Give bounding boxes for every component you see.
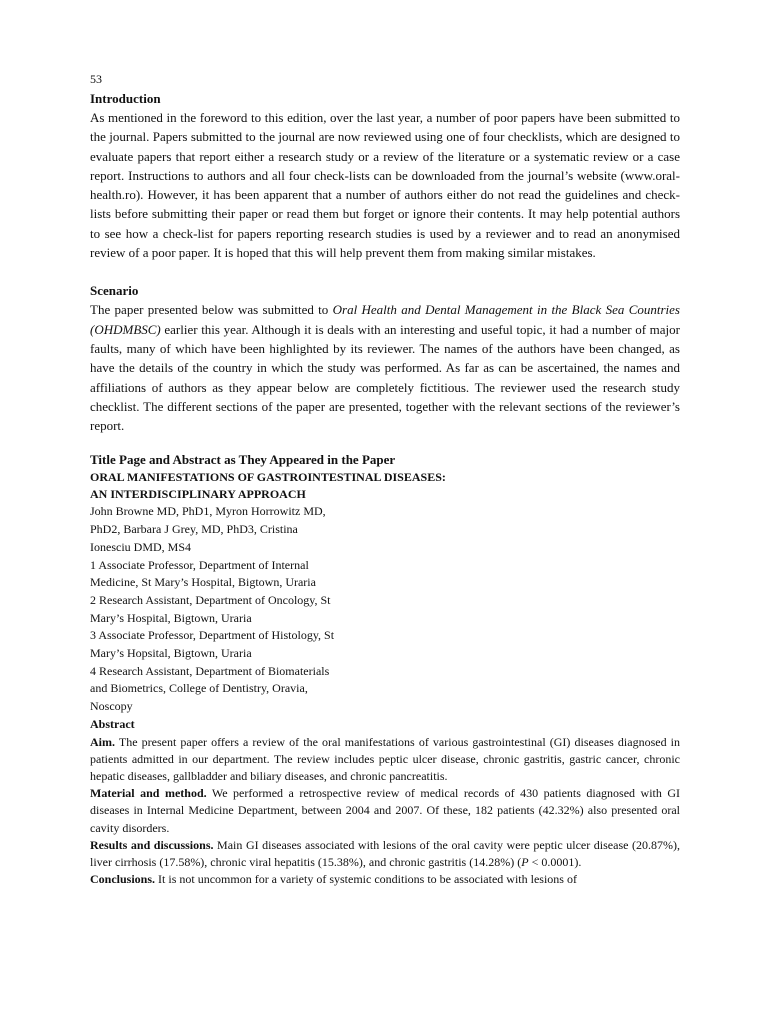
author-line: PhD2, Barbara J Grey, MD, PhD3, Cristina xyxy=(90,522,298,537)
p-value-symbol: P xyxy=(521,855,529,870)
affiliation-line: 3 Associate Professor, Department of Histology, St xyxy=(90,628,335,643)
aim-text: The present paper offers a review of the oral manifestations of various gastrointestinal (GI) diseases diagnosed in patients admitted in our department. The review includes peptic ulcer disease, chronic gastritis, gastric cancer, chronic hepatic diseases, gallbladder and biliary diseases, and chronic pancreatitis. xyxy=(90,734,680,783)
aim-label: Aim. xyxy=(90,734,115,749)
scenario-text-after: earlier this year. Although it is deals with an interesting and useful topic, it had a number of major faults, many of which have been highlighted by its reviewer. The names of the authors have been changed, as have the details of the country in which the study was performed. As far as can be ascertained, the names and affiliations of authors as they appear below are completely fictitious. The reviewer used the research study checklist. The different sections of the paper are presented, together with the relevant sections of the reviewer’s report. xyxy=(90,321,680,434)
affiliation-line: Medicine, St Mary’s Hospital, Bigtown, Uraria xyxy=(90,575,316,590)
abstract-section xyxy=(90,716,680,889)
journal-name: Oral Health and Dental Management in the Black Sea Countries (OHDMBSC) xyxy=(90,302,680,337)
affiliation-line: Mary’s Hospital, Bigtown, Uraria xyxy=(90,610,252,625)
scenario-heading: Scenario xyxy=(90,283,139,299)
results-text-after: < 0.0001). xyxy=(528,855,582,870)
affiliation-line: 4 Research Assistant, Department of Biomaterials xyxy=(90,663,330,678)
author-line: Ionesciu DMD, MS4 xyxy=(90,539,191,554)
title-page-heading: Title Page and Abstract as They Appeared in the Paper xyxy=(90,452,396,468)
section-spacer xyxy=(90,435,680,451)
abstract-conclusions xyxy=(90,871,680,888)
scenario-text-before: The paper presented below was submitted to xyxy=(90,302,333,318)
abstract-aim xyxy=(90,734,680,786)
paper-title-line: AN INTERDISCIPLINARY APPROACH xyxy=(90,487,306,502)
scenario-paragraph xyxy=(90,300,680,435)
paper-title-line: ORAL MANIFESTATIONS OF GASTROINTESTINAL DISEASES: xyxy=(90,470,446,485)
results-label: Results and discussions. xyxy=(90,837,214,852)
scenario-section xyxy=(90,281,680,435)
conclusions-label: Conclusions. xyxy=(90,872,156,887)
author-line: John Browne MD, PhD1, Myron Horrowitz MD, xyxy=(90,504,326,519)
abstract-method xyxy=(90,785,680,837)
introduction-section xyxy=(90,89,680,262)
affiliation-line: Mary’s Hopsital, Bigtown, Uraria xyxy=(90,646,252,661)
affiliation-line: 2 Research Assistant, Department of Oncology, St xyxy=(90,592,331,607)
document-page xyxy=(90,71,680,888)
affiliation-line: 1 Associate Professor, Department of Internal xyxy=(90,557,309,572)
conclusions-text: It is not uncommon for a variety of systemic conditions to be associated with lesions of xyxy=(155,872,577,887)
author-block xyxy=(90,503,680,715)
abstract-results xyxy=(90,837,680,871)
title-page-section xyxy=(90,451,680,715)
abstract-heading: Abstract xyxy=(90,716,135,731)
method-text: We performed a retrospective review of medical records of 430 patients diagnosed with GI diseases in Internal Medicine Department, between 2004 and 2007. Of these, 182 patients (42.32%) also presented oral cavity disorders. xyxy=(90,786,681,835)
page-number: 53 xyxy=(90,72,102,86)
affiliation-line: Noscopy xyxy=(90,699,133,714)
affiliation-line: and Biometrics, College of Dentistry, Oravia, xyxy=(90,681,308,696)
introduction-heading: Introduction xyxy=(90,91,161,106)
section-spacer xyxy=(90,262,680,281)
introduction-paragraph: As mentioned in the foreword to this edition, over the last year, a number of poor papers have been submitted to the journal. Papers submitted to the journal are now reviewed using one of four checklists, which are designed to evaluate papers that report either a research study or a review of the literature or a systematic review or a case report. Instructions to authors and all four check-lists can be downloaded from the journal’s website (www.oral-health.ro). However, it has been apparent that a number of authors either do not read the guidelines and check-lists before submitting their paper or read them but forget or ignore their contents. It may help potential authors to see how a check-list for papers reporting research studies is used by a reviewer and to read an anonymised review of a poor paper. It is hoped that this will help prevent them from making similar mistakes. xyxy=(90,110,680,261)
results-text-before: Main GI diseases associated with lesions of the oral cavity were peptic ulcer disease (20.87%), liver cirrhosis (17.58%), chronic viral hepatitis (15.38%), and chronic gastritis (14.28%) ( xyxy=(90,837,680,870)
method-label: Material and method. xyxy=(90,786,207,801)
